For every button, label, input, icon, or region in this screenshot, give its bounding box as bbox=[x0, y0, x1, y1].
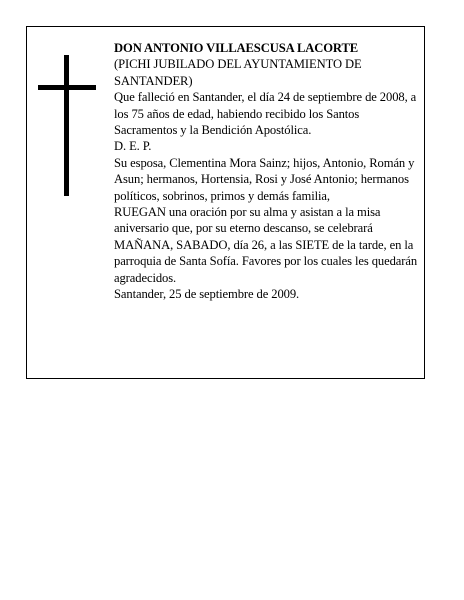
obituary-text bbox=[114, 40, 420, 303]
place-date: Santander, 25 de septiembre de 2009. bbox=[114, 287, 300, 302]
deceased-name: DON ANTONIO VILLAESCUSA LACORTE bbox=[114, 41, 359, 55]
deceased-subtitle: (PICHI JUBILADO DEL AYUNTAMIENTO DE SANTANDER) bbox=[114, 57, 362, 88]
mass-request: RUEGAN una oración por su alma y asistan a la misa aniversario que, por su eterno descanso, se celebrará MAÑANA, SABADO, día 26, a las SIETE de la tarde, en la parroquia de Santa Sofía. Favores por los cuales les quedarán agradecidos. bbox=[114, 205, 418, 285]
cross-vertical-bar bbox=[64, 55, 69, 196]
rest-in-peace: D. E. P. bbox=[114, 139, 152, 154]
cross-horizontal-bar bbox=[38, 85, 96, 90]
death-notice: Que falleció en Santander, el día 24 de septiembre de 2008, a los 75 años de edad, habiendo recibido los Santos Sacramentos y la Bendición Apostólica. bbox=[114, 90, 417, 138]
family-list: Su esposa, Clementina Mora Sainz; hijos, Antonio, Román y Asun; hermanos, Hortensia, Rosi y José Antonio; hermanos políticos, sobrinos, primos y demás familia, bbox=[114, 155, 415, 203]
